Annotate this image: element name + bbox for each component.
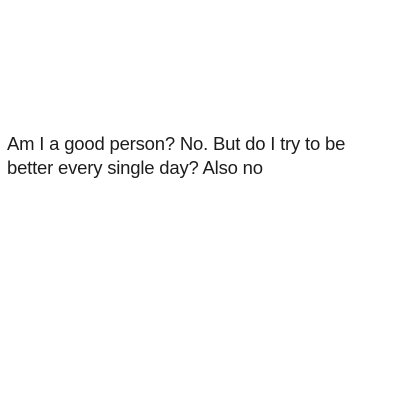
quote-text [7, 132, 399, 180]
quote-line-1: Am I a good person? No. But do I try to be [7, 133, 346, 154]
quote-line-2: better every single day? Also no [7, 157, 263, 178]
